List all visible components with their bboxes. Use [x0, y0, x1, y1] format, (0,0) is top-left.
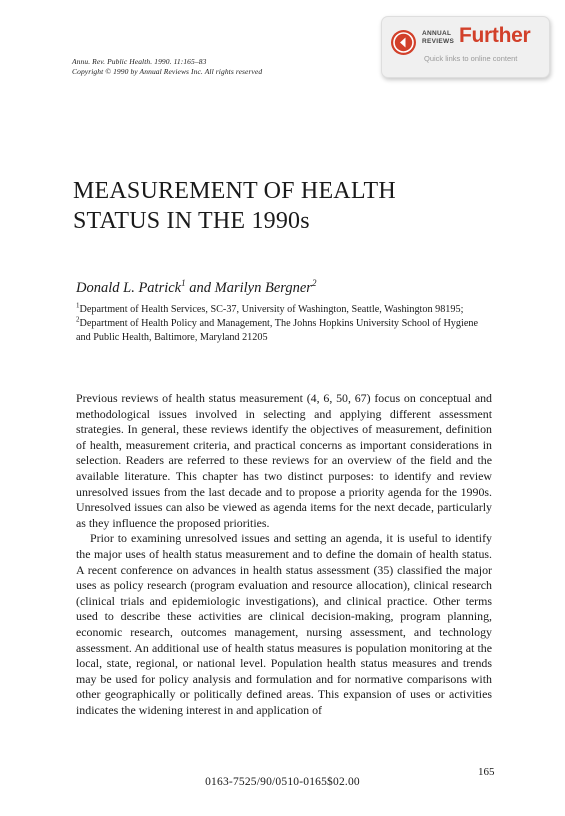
annual-reviews-wordmark: ANNUAL REVIEWS — [422, 30, 455, 45]
author-2: Marilyn Bergner — [214, 279, 312, 296]
journal-citation: Annu. Rev. Public Health. 1990. 11:165–83 — [72, 57, 207, 66]
page-number: 165 — [478, 766, 495, 778]
author-1: Donald L. Patrick — [76, 279, 182, 296]
copyright-notice: Copyright © 1990 by Annual Reviews Inc. All rights reserved — [72, 67, 263, 76]
chevron-left-icon — [391, 30, 416, 55]
title-line-2: STATUS IN THE 1990s — [73, 208, 310, 234]
further-label: Further — [459, 24, 531, 47]
affiliation-1-mark: 1 — [76, 301, 80, 310]
author-2-mark: 2 — [311, 278, 317, 288]
affiliation-1: Department of Health Services, SC-37, University of Washington, Seattle, Washington 98195; — [79, 304, 464, 315]
affiliation-2: Department of Health Policy and Management, The Johns Hopkins University School of Hygiene and Public Health, Baltimore, Maryland 21205 — [76, 318, 478, 343]
further-banner-link[interactable] — [381, 16, 550, 78]
affiliation-2-mark: 2 — [76, 315, 80, 324]
author-line — [76, 278, 316, 297]
article-code: 0163-7525/90/0510-0165$02.00 — [205, 776, 360, 788]
affiliations — [76, 303, 493, 345]
author-1-mark: 1 — [181, 278, 186, 288]
paragraph-2: Prior to examining unresolved issues and setting an agenda, it is useful to identify the major uses of health status measurement and to define the domain of health status. A recent conference on advances in health status assessment (35) classified the major uses as policy research (program evaluation and resource allocation), clinical research (clinical trials and epidemiologic investigations), and clinical practice. Other terms used to describe these activities are clinical decision-making, program planning, economic research, outcomes management, nursing assessment, and technology assessment. An additional use of health status measures is population monitoring at the local, state, regional, or national level. Population health status measures and trends may be used for policy analysis and formulation and for normative comparisons with other geographically or politically defined areas. This expansion of uses or activities indicates the widening interest in and application of — [76, 531, 492, 717]
banner-tagline: Quick links to online content — [424, 54, 518, 63]
title-line-1: MEASUREMENT OF HEALTH — [73, 178, 396, 204]
paragraph-1: Previous reviews of health status measurement (4, 6, 50, 67) focus on conceptual and methodological issues involved in selecting and applying different assessment strategies. In general, these reviews identify the objectives of measurement, definition of health, measurement criteria, and practical concerns as important considerations in selection. Readers are referred to these reviews for an overview of the field and the available literature. This chapter has two distinct purposes: to identify and review unresolved issues from the last decade and to propose a priority agenda for the 1990s. Unresolved issues can also be viewed as agenda items for the next decade, particularly as they influence the proposed priorities. — [76, 391, 492, 530]
journal-citation-block — [72, 57, 262, 77]
article-title — [73, 176, 396, 236]
annual-reviews-logo-icon — [391, 30, 416, 55]
author-joiner: and — [189, 279, 211, 296]
article-body — [76, 391, 492, 718]
